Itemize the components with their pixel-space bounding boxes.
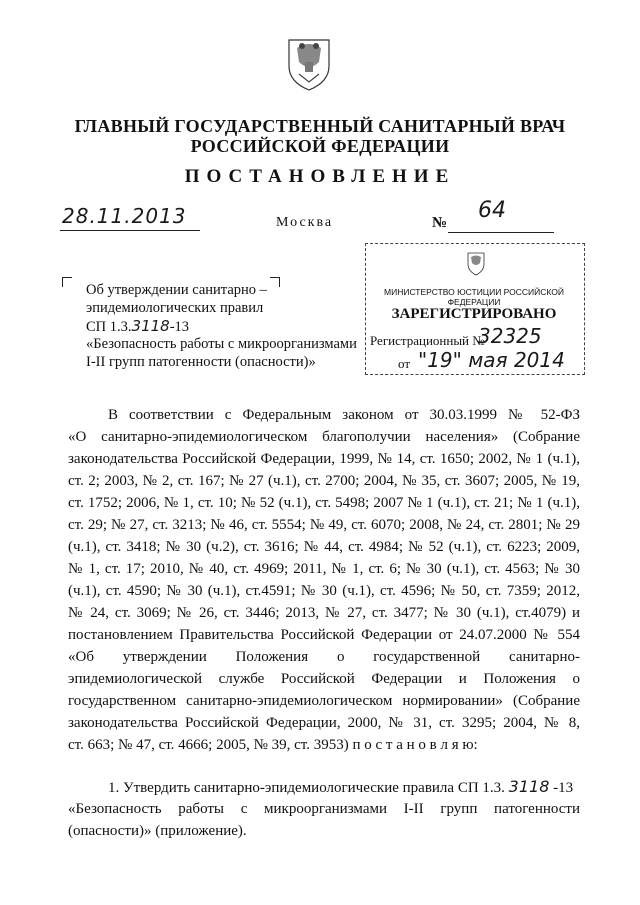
document-type: ПОСТАНОВЛЕНИЕ: [184, 166, 456, 187]
body-line: «Об утверждении Положения о государственной санитарно-: [68, 649, 580, 665]
number-underline: [448, 232, 554, 233]
stamp-from-label: от: [398, 356, 411, 371]
body-line: (ч.1), ст. 3418; № 30 (ч.2), ст. 3616; № 44, ст. 4984; № 52 (ч.1), ст. 6223; 2009,: [68, 539, 580, 555]
issuer-title: ГЛАВНЫЙ ГОСУДАРСТВЕННЫЙ САНИТАРНЫЙ ВРАЧ: [74, 116, 566, 136]
body-line: законодательства Российской Федерации, 2000, № 31, ст. 3295; 2004, № 8,: [68, 715, 580, 731]
body-line: ст. 1752; 2006, № 1, ст. 10; № 52 (ч.1), ст. 5498; 2007 № 1 (ч.1), ст. 21; № 1 (ч.1),: [68, 495, 580, 511]
document-date: 28.11.2013: [62, 204, 187, 228]
issuer-subtitle: РОССИЙСКОЙ ФЕДЕРАЦИИ: [190, 136, 450, 156]
document-number: 64: [478, 198, 506, 223]
subject-line: эпидемиологических правил: [86, 300, 264, 316]
subject-rule-number: 3118: [131, 317, 170, 335]
body-line: ст. 2; 2003, № 2, ст. 167; № 27 (ч.1), ст. 2700; 2004, № 35, ст. 3607; 2005, № 19,: [68, 473, 580, 489]
subject-rule-prefix: СП 1.3.: [86, 319, 132, 335]
body-line: № 1, ст. 17; 2010, № 40, ст. 4969; 2011, № 1, ст. 6; № 30 (ч.1), ст. 4563; № 30: [68, 561, 580, 577]
number-label: №: [432, 215, 448, 231]
document-city: Москва: [276, 215, 334, 230]
body-line: (ч.1), ст. 4590; № 30 (ч.1), ст.4591; № 30 (ч.1), ст. 4596; № 50, ст. 7359; 2012,: [68, 583, 580, 599]
stamp-reg-number: 32325: [478, 324, 542, 348]
subject-line: Об утверждении санитарно –: [86, 282, 267, 298]
subject-bracket-right: [270, 277, 280, 287]
item-1-rule-number: 3118: [508, 777, 550, 796]
item-1-suffix: -13: [553, 780, 574, 796]
body-line: законодательства Российской Федерации, 1999, № 14, ст. 1650; 2002, № 1 (ч.1),: [68, 451, 580, 467]
subject-line: I-II групп патогенности (опасности)»: [86, 354, 316, 370]
stamp-reg-date: "19" мая 2014: [418, 348, 565, 372]
body-line: эпидемиологической службе Российской Федерации и Положения о: [68, 671, 580, 687]
subject-line: [86, 317, 189, 336]
coat-of-arms-small-icon: [465, 250, 487, 276]
coat-of-arms-icon: [283, 32, 335, 92]
item-1-prefix: 1. Утвердить санитарно-эпидемиологические правила СП 1.3.: [108, 780, 505, 796]
subject-line: «Безопасность работы с микроорганизмами: [86, 336, 357, 352]
stamp-reg-label: Регистрационный №: [370, 333, 485, 348]
body-line: ст. 663; № 47, ст. 4666; 2005, № 39, ст. 3953) п о с т а н о в л я ю:: [68, 737, 478, 753]
body-line: В соответствии с Федеральным законом от 30.03.1999 № 52-ФЗ: [108, 407, 580, 423]
body-line: постановлением Правительства Российской Федерации от 24.07.2000 № 554: [68, 627, 580, 643]
item-1-line: (опасности)» (приложение).: [68, 823, 247, 839]
body-line: ст. 29; № 27, ст. 3213; № 46, ст. 5554; № 49, ст. 6070; 2008, № 24, ст. 2801; № 29: [68, 517, 580, 533]
subject-rule-suffix: -13: [169, 319, 190, 335]
body-line: «О санитарно-эпидемиологическом благополучии населения» (Собрание: [68, 429, 580, 445]
item-1-line: [108, 776, 580, 799]
item-1-line: «Безопасность работы с микроорганизмами I-II групп патогенности: [68, 801, 580, 817]
date-underline: [60, 230, 200, 231]
subject-bracket-left: [62, 277, 72, 287]
stamp-ministry: МИНИСТЕРСТВО ЮСТИЦИИ РОССИЙСКОЙ ФЕДЕРАЦИИ: [384, 287, 564, 307]
stamp-registered: ЗАРЕГИСТРИРОВАНО: [391, 306, 557, 322]
body-line: № 24, ст. 3069; № 26, ст. 3446; 2013, № 27, ст. 3477; № 30 (ч.1), ст.4079) и: [68, 605, 580, 621]
body-line: государственном санитарно-эпидемиологическом нормировании» (Собрание: [68, 693, 580, 709]
